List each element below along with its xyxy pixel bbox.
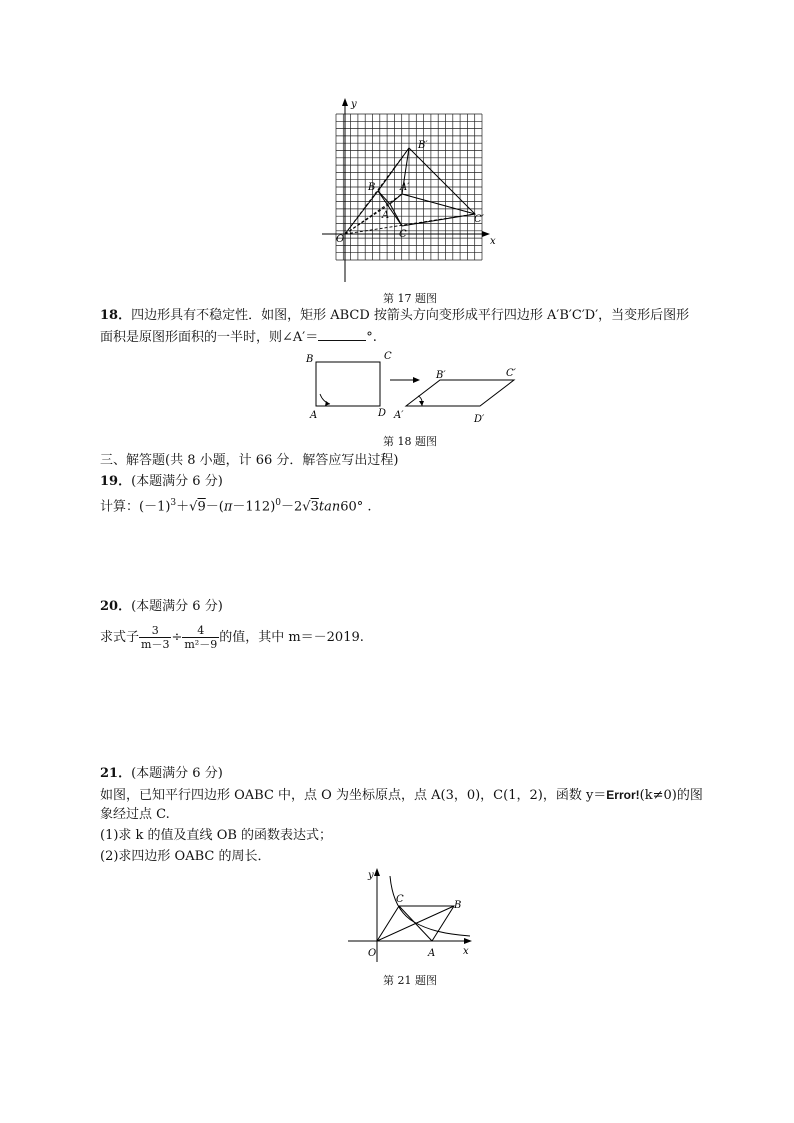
figure-17: [318, 96, 508, 286]
question-18-line1: [100, 307, 689, 325]
q19-part: －(: [205, 499, 224, 515]
q20-f1-num: 3: [151, 624, 159, 637]
question-19-header: [100, 473, 223, 491]
figure-18-label-C: C: [384, 351, 392, 362]
figure-18-angle-arrowhead: [419, 401, 424, 406]
figure-18-label-Bp: B′: [436, 370, 446, 381]
q20-fraction-2: [182, 624, 219, 651]
question-21-line2: 象经过点 C.: [100, 807, 170, 822]
figure-18-label-Ap: A′: [394, 410, 404, 421]
figure-17-label-B: B: [368, 182, 376, 193]
q19-tan: tan: [318, 499, 341, 515]
q19-exp: 0: [275, 498, 281, 508]
figure-17-label-Ap: A′: [400, 182, 410, 193]
figure-17-origin-label: O: [336, 234, 345, 245]
q20-f2-num: 4: [197, 624, 205, 637]
figure-21-label-C: C: [396, 894, 404, 905]
question-21-part-1: (1)求 k 的值及直线 OB 的函数表达式；: [100, 828, 333, 843]
question-20-score: (本题满分 6 分): [131, 599, 223, 614]
figure-21-y-arrow: [374, 868, 380, 876]
figure-18-rotate-arrow: [320, 394, 330, 404]
q20-f2-den: m²－9: [184, 638, 218, 651]
figure-21-x-label: x: [463, 946, 469, 957]
question-19-expression: [100, 494, 372, 516]
figure-21-x-arrow: [464, 938, 472, 944]
question-21-line1: [100, 786, 703, 805]
figure-17-label-C: C: [399, 229, 407, 240]
figure-17-label-Cp: C′: [474, 214, 484, 225]
figure-21-y-label: y: [368, 870, 374, 881]
q20-f1-den: m－3: [141, 638, 170, 651]
question-18-line2: [100, 328, 377, 347]
q19-radicand: 9: [197, 499, 206, 515]
figure-17-label-A: A: [382, 210, 390, 221]
q19-part: 60°: [340, 499, 364, 515]
figure-18-label-Cp: C′: [506, 368, 516, 379]
figure-17-x-arrow: [482, 231, 490, 237]
figure-18-label-B: B: [306, 354, 314, 365]
question-21-part-2: (2)求四边形 OABC 的周长．: [100, 849, 271, 864]
q19-part: 计算：(－1): [100, 499, 171, 515]
question-20-expression: [100, 620, 364, 656]
question-19-score: (本题满分 6 分): [131, 474, 223, 489]
figure-17-solid-lines: [345, 148, 475, 234]
q20-prefix: 求式子: [100, 630, 140, 645]
figure-21-label-A: A: [428, 948, 436, 959]
q19-part: ＋: [176, 499, 190, 515]
section-3-heading: 三、解答题(共 8 小题，计 66 分．解答应写出过程): [100, 453, 399, 468]
figure-17-x-label: x: [490, 236, 496, 247]
question-20-number: 20．: [100, 599, 132, 614]
question-21-number: 21．: [100, 766, 132, 781]
question-18-text-2: 面积是原图形面积的一半时，则∠A′＝: [100, 330, 319, 345]
figure-21: [344, 864, 478, 966]
q19-part: －2: [281, 499, 303, 515]
figure-17-label-Bp: B′: [418, 140, 428, 151]
sqrt-symbol: √: [302, 499, 311, 515]
question-21-score: (本题满分 6 分): [131, 766, 223, 781]
q19-pi: π: [223, 499, 233, 515]
figure-17-caption: 第 17 题图: [383, 292, 437, 305]
figure-18-caption: 第 18 题图: [383, 435, 437, 448]
q21-text: 如图，已知平行四边形 OABC 中，点 O 为坐标原点，点 A(3，0)，C(1，2)，函数 y＝: [100, 788, 607, 803]
answer-blank[interactable]: [318, 328, 366, 341]
figure-17-y-arrow: [342, 98, 348, 106]
q19-part: －112): [232, 499, 276, 515]
figure-18-rectangle: [316, 362, 380, 406]
q20-suffix: 的值，其中 m＝－2019.: [219, 630, 364, 645]
question-19-number: 19．: [100, 474, 132, 489]
figure-21-label-O: O: [368, 948, 377, 959]
q19-exp: 3: [170, 498, 177, 508]
q19-radicand: 3: [310, 499, 319, 515]
figure-18: [300, 350, 530, 430]
figure-17-y-label: y: [351, 99, 357, 110]
q21-error: Error!: [606, 788, 640, 802]
question-18-number: 18．: [100, 308, 132, 323]
q20-div: ÷: [171, 630, 183, 645]
figure-21-caption: 第 21 题图: [383, 974, 437, 987]
figure-18-label-A: A: [310, 410, 318, 421]
figure-21-label-B: B: [454, 900, 462, 911]
sqrt-symbol: √: [189, 499, 198, 515]
figure-21-diagonal-AC: [399, 906, 432, 941]
figure-18-label-D: D: [378, 408, 387, 419]
question-21-header: [100, 765, 223, 783]
figure-18-transform-arrowhead: [413, 377, 420, 383]
question-18-text: 四边形具有不稳定性．如图，矩形 ABCD 按箭头方向变形成平行四边形 A′B′C′D′，当变形后图形: [131, 308, 690, 323]
figure-18-label-Dp: D′: [474, 414, 485, 425]
q21-text: (k≠0)的图: [639, 788, 703, 803]
figure-17-line-AC: [390, 204, 402, 226]
question-20-header: [100, 598, 223, 616]
q19-part: .: [367, 499, 372, 515]
q20-fraction-1: [139, 624, 171, 651]
question-18-degree: °.: [366, 330, 377, 345]
